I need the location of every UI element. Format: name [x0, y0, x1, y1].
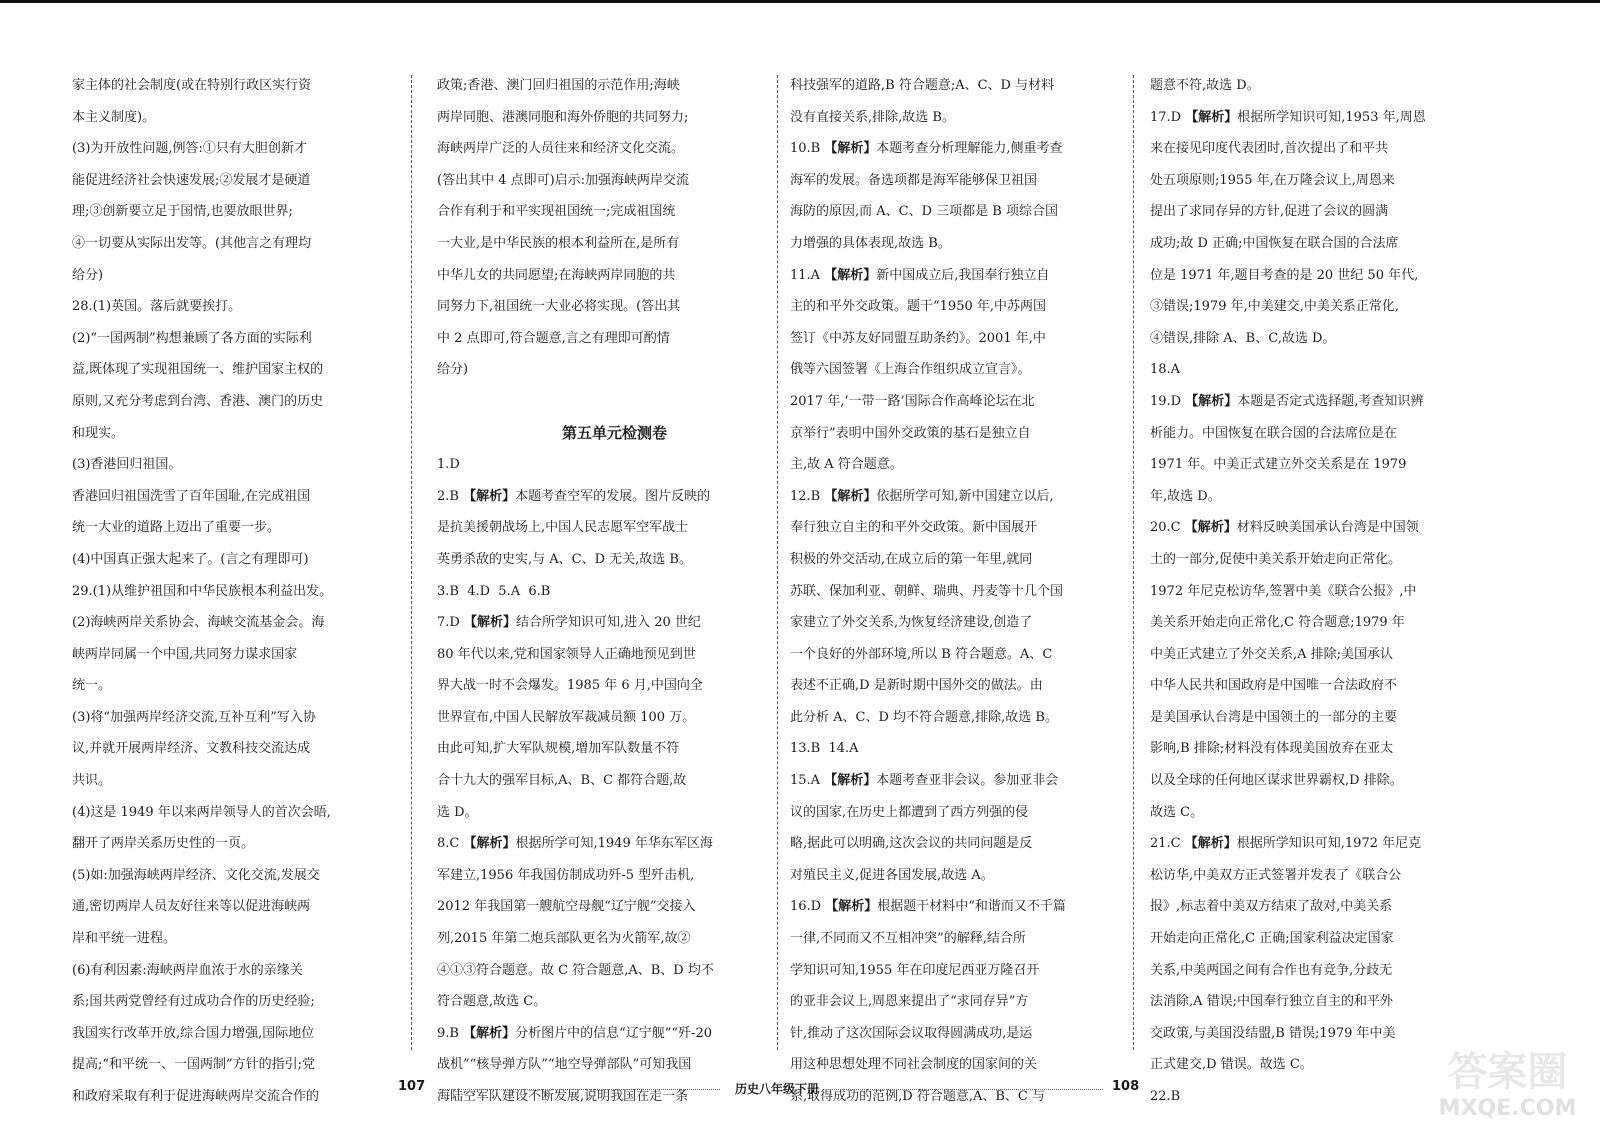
- text-line: 香港回归祖国洗雪了百年国耻,在完成祖国: [72, 488, 311, 504]
- text-line: 美关系开始走向正常化,C 符合题意;1979 年: [1150, 615, 1405, 631]
- text-line: 20.C 【解析】材料反映美国承认台湾是中国领: [1150, 520, 1419, 536]
- text-line: 苏联、保加利亚、朝鲜、瑞典、丹麦等十几个国: [790, 583, 1064, 599]
- page-number-left: 107: [398, 1079, 426, 1094]
- text-line: 11.A 【解析】新中国成立后,我国奉行独立自: [790, 267, 1050, 283]
- footer-dotted-rule: [440, 1089, 720, 1090]
- text-line: 15.A 【解析】本题考查亚非会议。参加亚非会: [790, 773, 1059, 789]
- text-line: 主,故 A 符合题意。: [790, 457, 903, 473]
- text-line: 系,取得成功的范例,D 符合题意,A、B、C 与: [790, 1089, 1045, 1104]
- text-line: 7.D 【解析】结合所学知识可知,进入 20 世纪: [437, 615, 701, 631]
- text-line: 海防的原因,而 A、C、D 三项都是 B 项综合国: [790, 204, 1058, 220]
- text-line: 关系,中美两国之间有合作也有竞争,分歧无: [1150, 962, 1393, 978]
- text-line: 同努力下,祖国统一大业必将实现。(答出其: [437, 299, 681, 315]
- text-line: 原则,又充分考虑到台湾、香港、澳门的历史: [72, 393, 324, 409]
- text-line: (4)这是 1949 年以来两岸领导人的首次会晤,: [72, 804, 331, 820]
- text-line: 列,2015 年第二炮兵部队更名为火箭军,故②: [437, 931, 691, 947]
- text-line: 议,并就开展两岸经济、文教科技交流达成: [72, 741, 311, 757]
- analysis-tag: 【解析】: [1184, 836, 1237, 852]
- text-line: 海峡两岸广泛的人员往来和经济文化交流。: [437, 141, 685, 157]
- text-line: 22.B: [1150, 1089, 1181, 1104]
- text-line: 13.B 14.A: [790, 741, 859, 757]
- analysis-tag: 【解析】: [824, 488, 877, 504]
- text-line: 正式建交,D 错误。故选 C。: [1150, 1057, 1313, 1073]
- text-line: 以及全球的任何地区谋求世界霸权,D 排除。: [1150, 773, 1403, 789]
- watermark-url: MXQE.COM: [1438, 1096, 1577, 1121]
- text-line: 共识。: [72, 773, 112, 789]
- text-line: 议的国家,在历史上都遭到了西方列强的侵: [790, 804, 1029, 820]
- page-number-right: 108: [1112, 1079, 1140, 1094]
- text-line: (5)如:加强海峡两岸经济、文化交流,发展交: [72, 867, 320, 883]
- text-line: 故选 C。: [1150, 804, 1204, 820]
- text-line: 统一。: [72, 678, 112, 694]
- text-line: 21.C 【解析】根据所学知识可知,1972 年尼克: [1150, 836, 1422, 852]
- footer-dotted-rule: [828, 1089, 1103, 1090]
- text-line: (答出其中 4 点即可)启示:加强海峡两岸交流: [437, 172, 690, 188]
- text-line: 报》,标志着中美双方结束了敌对,中美关系: [1150, 899, 1393, 915]
- column-3: [790, 70, 1145, 1113]
- analysis-tag: 【解析】: [463, 1025, 516, 1041]
- text-line: 符合题意,故选 C。: [437, 994, 547, 1010]
- text-line: 开始走向正常化,C 正确;国家利益决定国家: [1150, 931, 1394, 947]
- page-footer: [0, 1075, 1600, 1105]
- text-line: 来在接见印度代表团时,首次提出了和平共: [1150, 141, 1389, 157]
- analysis-tag: 【解析】: [825, 899, 878, 915]
- watermark-logo: [1420, 1040, 1595, 1130]
- text-line: 军建立,1956 年我国仿制成功歼-5 型歼击机,: [437, 867, 695, 883]
- text-line: 处五项原则;1955 年,在万隆会议上,周恩来: [1150, 172, 1395, 188]
- text-line: 法消除,A 错误;中国奉行独立自主的和平外: [1150, 994, 1394, 1010]
- text-line: 80 年代以来,党和国家领导人正确地预见到世: [437, 646, 696, 662]
- text-line: 8.C 【解析】根据所学可知,1949 年华东军区海: [437, 836, 713, 852]
- text-line: 表述不正确,D 是新时期中国外交的做法。由: [790, 678, 1043, 694]
- text-line: 析能力。中国恢复在联合国的合法席位是在: [1150, 425, 1398, 441]
- text-line: 由此可知,扩大军队规模,增加军队数量不符: [437, 741, 680, 757]
- text-line: (4)中国真正强大起来了。(言之有理即可): [72, 551, 309, 567]
- text-line: 系;国共两党曾经有过成功合作的历史经验;: [72, 994, 315, 1010]
- text-line: 翻开了两岸关系历史性的一页。: [72, 836, 255, 852]
- text-line: 签订《中苏友好同盟互助条约》。2001 年,中: [790, 330, 1046, 346]
- text-line: 没有直接关系,排除,故选 B。: [790, 109, 955, 125]
- text-line: 9.B 【解析】分析图片中的信息“辽宁舰”“歼-20: [437, 1025, 712, 1041]
- text-line: 主的和平外交政策。题干“1950 年,中苏两国: [790, 299, 1046, 315]
- text-line: [437, 386, 792, 418]
- text-line: 家主体的社会制度(或在特别行政区实行资: [72, 78, 312, 93]
- text-line: 能促进经济社会快速发展;②发展才是硬道: [72, 172, 311, 188]
- text-line: 针,推动了这次国际会议取得圆满成功,是运: [790, 1025, 1033, 1041]
- text-line: 和现实。: [72, 425, 125, 441]
- text-line: 本主义制度)。: [72, 109, 156, 125]
- text-line: (6)有利因素:海峡两岸血浓于水的亲缘关: [72, 962, 303, 978]
- text-line: 中 2 点即可,符合题意,言之有理即可酌情: [437, 330, 670, 346]
- text-line: (3)将“加强两岸经济交流,互补互利”写入协: [72, 709, 316, 725]
- analysis-tag: 【解析】: [1185, 109, 1238, 125]
- text-line: 中美正式建立了外交关系,A 排除;美国承认: [1150, 646, 1394, 662]
- text-line: 对殖民主义,促进各国发展,故选 A。: [790, 867, 994, 883]
- text-line: 年,故选 D。: [1150, 488, 1221, 504]
- column-2: [437, 70, 792, 1113]
- analysis-tag: 【解析】: [1185, 393, 1238, 409]
- text-line: ④一切要从实际出发等。(其他言之有理均: [72, 235, 312, 251]
- analysis-tag: 【解析】: [824, 141, 877, 157]
- column-4: [1150, 70, 1505, 1113]
- text-line: 2017 年,‘一带一路’国际合作高峰论坛在北: [790, 393, 1035, 409]
- text-line: 12.B 【解析】依据所学可知,新中国建立以后,: [790, 488, 1054, 504]
- text-line: 29.(1)从维护祖国和中华民族根本利益出发。: [72, 583, 333, 599]
- text-line: 通,密切两岸人员友好往来等以促进海峡两: [72, 899, 311, 915]
- column-divider: [1133, 75, 1134, 1050]
- text-line: 家建立了外交关系,为恢复经济建设,创造了: [790, 615, 1033, 631]
- analysis-tag: 【解析】: [824, 773, 877, 789]
- text-line: 理;③创新要立足于国情,也要放眼世界;: [72, 204, 293, 220]
- text-line: 题意不符,故选 D。: [1150, 78, 1260, 93]
- text-line: 3.B 4.D 5.A 6.B: [437, 583, 551, 599]
- text-line: 1.D: [437, 457, 460, 473]
- text-line: 岸和平统一进程。: [72, 931, 177, 947]
- text-line: 提出了求同存异的方针,促进了会议的圆满: [1150, 204, 1389, 220]
- book-title: 历史八年级下册: [735, 1082, 820, 1096]
- text-line: 海陆空军队建设不断发展,说明我国在走一条: [437, 1089, 689, 1104]
- text-line: 成功;故 D 正确;中国恢复在联合国的合法席: [1150, 235, 1399, 251]
- text-line: (3)为开放性问题,例答:①只有大胆创新才: [72, 141, 307, 157]
- text-line: 一个良好的外部环境,所以 B 符合题意。A、C: [790, 646, 1053, 662]
- text-line: 是抗美援朝战场上,中国人民志愿军空军战士: [437, 520, 689, 536]
- text-line: 19.D 【解析】本题是否定式选择题,考查知识辨: [1150, 393, 1424, 409]
- text-line: 松访华,中美双方正式签署并发表了《联合公: [1150, 867, 1402, 883]
- text-line: 略,据此可以明确,这次会议的共同问题是反: [790, 836, 1033, 852]
- text-line: 奉行独立自主的和平外交政策。新中国展开: [790, 520, 1038, 536]
- page-gutter-divider: [777, 75, 778, 1050]
- text-line: 提高;“和平统一、一国两制”方针的指引;党: [72, 1057, 316, 1073]
- text-line: 中华儿女的共同愿望;在海峡两岸同胞的共: [437, 267, 676, 283]
- text-line: 1972 年尼克松访华,签署中美《联合公报》,中: [1150, 583, 1417, 599]
- analysis-tag: 【解析】: [463, 836, 516, 852]
- text-line: 战机”“核导弹方队”“地空导弹部队”可知我国: [437, 1057, 692, 1073]
- text-line: 选 D。: [437, 804, 478, 820]
- text-line: 给分): [72, 267, 104, 283]
- text-line: ④①③符合题意。故 C 符合题意,A、B、D 均不: [437, 962, 714, 978]
- column-divider: [411, 75, 412, 1050]
- text-line: 政策;香港、澳门回归祖国的示范作用;海峡: [437, 78, 680, 93]
- text-line: 1971 年。中美正式建立外交关系是在 1979: [1150, 457, 1407, 473]
- text-line: 2012 年我国第一艘航空母舰“辽宁舰”交接入: [437, 899, 696, 915]
- column-1: [72, 70, 427, 1113]
- text-line: 土的一部分,促使中美关系开始走向正常化。: [1150, 551, 1402, 567]
- text-line: 的亚非会议上,周恩来提出了“求同存异”方: [790, 994, 1029, 1010]
- text-line: 益,既体现了实现祖国统一、维护国家主权的: [72, 362, 324, 378]
- analysis-tag: 【解析】: [463, 615, 516, 631]
- text-line: (2)海峡两岸关系协会、海峡交流基金会。海: [72, 615, 325, 631]
- text-line: ④错误,排除 A、B、C,故选 D。: [1150, 330, 1336, 346]
- text-line: 京举行”表明中国外交政策的基石是独立自: [790, 425, 1031, 441]
- text-line: (3)香港回归祖国。: [72, 457, 182, 473]
- text-line: 两岸同胞、港澳同胞和海外侨胞的共同努力;: [437, 109, 689, 125]
- text-line: 2.B 【解析】本题考查空军的发展。图片反映的: [437, 488, 711, 504]
- text-line: 力增强的具体表现,故选 B。: [790, 235, 951, 251]
- text-line: 英勇杀敌的史实,与 A、C、D 无关,故选 B。: [437, 551, 692, 567]
- text-line: (2)“一国两制”构想兼顾了各方面的实际利: [72, 330, 312, 346]
- text-line: 交政策,与美国没结盟,B 错误;1979 年中美: [1150, 1025, 1396, 1041]
- text-line: 17.D 【解析】根据所学知识可知,1953 年,周恩: [1150, 109, 1426, 125]
- text-line: 积极的外交活动,在成立后的第一年里,就同: [790, 551, 1033, 567]
- text-line: 位是 1971 年,题目考查的是 20 世纪 50 年代,: [1150, 267, 1419, 283]
- top-border: [0, 0, 1600, 3]
- text-line: 16.D 【解析】根据题干材料中“和谐而又不千篇: [790, 899, 1066, 915]
- text-line: 影响,B 排除;材料没有体现美国放弃在亚太: [1150, 741, 1394, 757]
- text-line: 学知识可知,1955 年在印度尼西亚万隆召开: [790, 962, 1040, 978]
- text-line: 是美国承认台湾是中国领土的一部分的主要: [1150, 709, 1398, 725]
- text-line: 给分): [437, 362, 469, 378]
- text-line: 和政府采取有利于促进海峡两岸交流合作的: [72, 1089, 320, 1104]
- text-line: 用这种思想处理不同社会制度的国家间的关: [790, 1057, 1038, 1073]
- text-line: 界大战一时不会爆发。1985 年 6 月,中国向全: [437, 678, 703, 694]
- text-line: 峡两岸同属一个中国,共同努力谋求国家: [72, 646, 298, 662]
- text-line: 此分析 A、C、D 均不符合题意,排除,故选 B。: [790, 709, 1058, 725]
- text-line: 海军的发展。备选项都是海军能够保卫祖国: [790, 172, 1038, 188]
- text-line: 俄等六国签署《上海合作组织成立宣言》。: [790, 362, 1031, 378]
- text-line: 一大业,是中华民族的根本利益所在,是所有: [437, 235, 680, 251]
- text-line: 合作有利于和平实现祖国统一;完成祖国统: [437, 204, 676, 220]
- section-title: 第五单元检测卷: [561, 423, 667, 442]
- text-line: 世界宣布,中国人民解放军裁减员额 100 万。: [437, 709, 696, 725]
- text-line: 中华人民共和国政府是中国唯一合法政府不: [1150, 678, 1398, 694]
- text-line: 28.(1)英国。落后就要挨打。: [72, 299, 242, 315]
- text-line: 统一大业的道路上迈出了重要一步。: [72, 520, 281, 536]
- text-line: 10.B 【解析】本题考查分析理解能力,侧重考查: [790, 141, 1063, 157]
- text-line: ③错误;1979 年,中美建交,中美关系正常化,: [1150, 299, 1399, 315]
- analysis-tag: 【解析】: [463, 488, 516, 504]
- text-line: 18.A: [1150, 362, 1181, 378]
- analysis-tag: 【解析】: [824, 267, 877, 283]
- text-line: 我国实行改革开放,综合国力增强,国际地位: [72, 1025, 315, 1041]
- watermark-text: 答案圈: [1447, 1049, 1568, 1095]
- text-line: 科技强军的道路,B 符合题意;A、C、D 与材料: [790, 78, 1055, 93]
- text-line: 一律,不同而又不互相冲突”的解释,结合所: [790, 931, 1026, 947]
- text-line: 合十九大的强军目标,A、B、C 都符合题,故: [437, 773, 687, 789]
- analysis-tag: 【解析】: [1184, 520, 1237, 536]
